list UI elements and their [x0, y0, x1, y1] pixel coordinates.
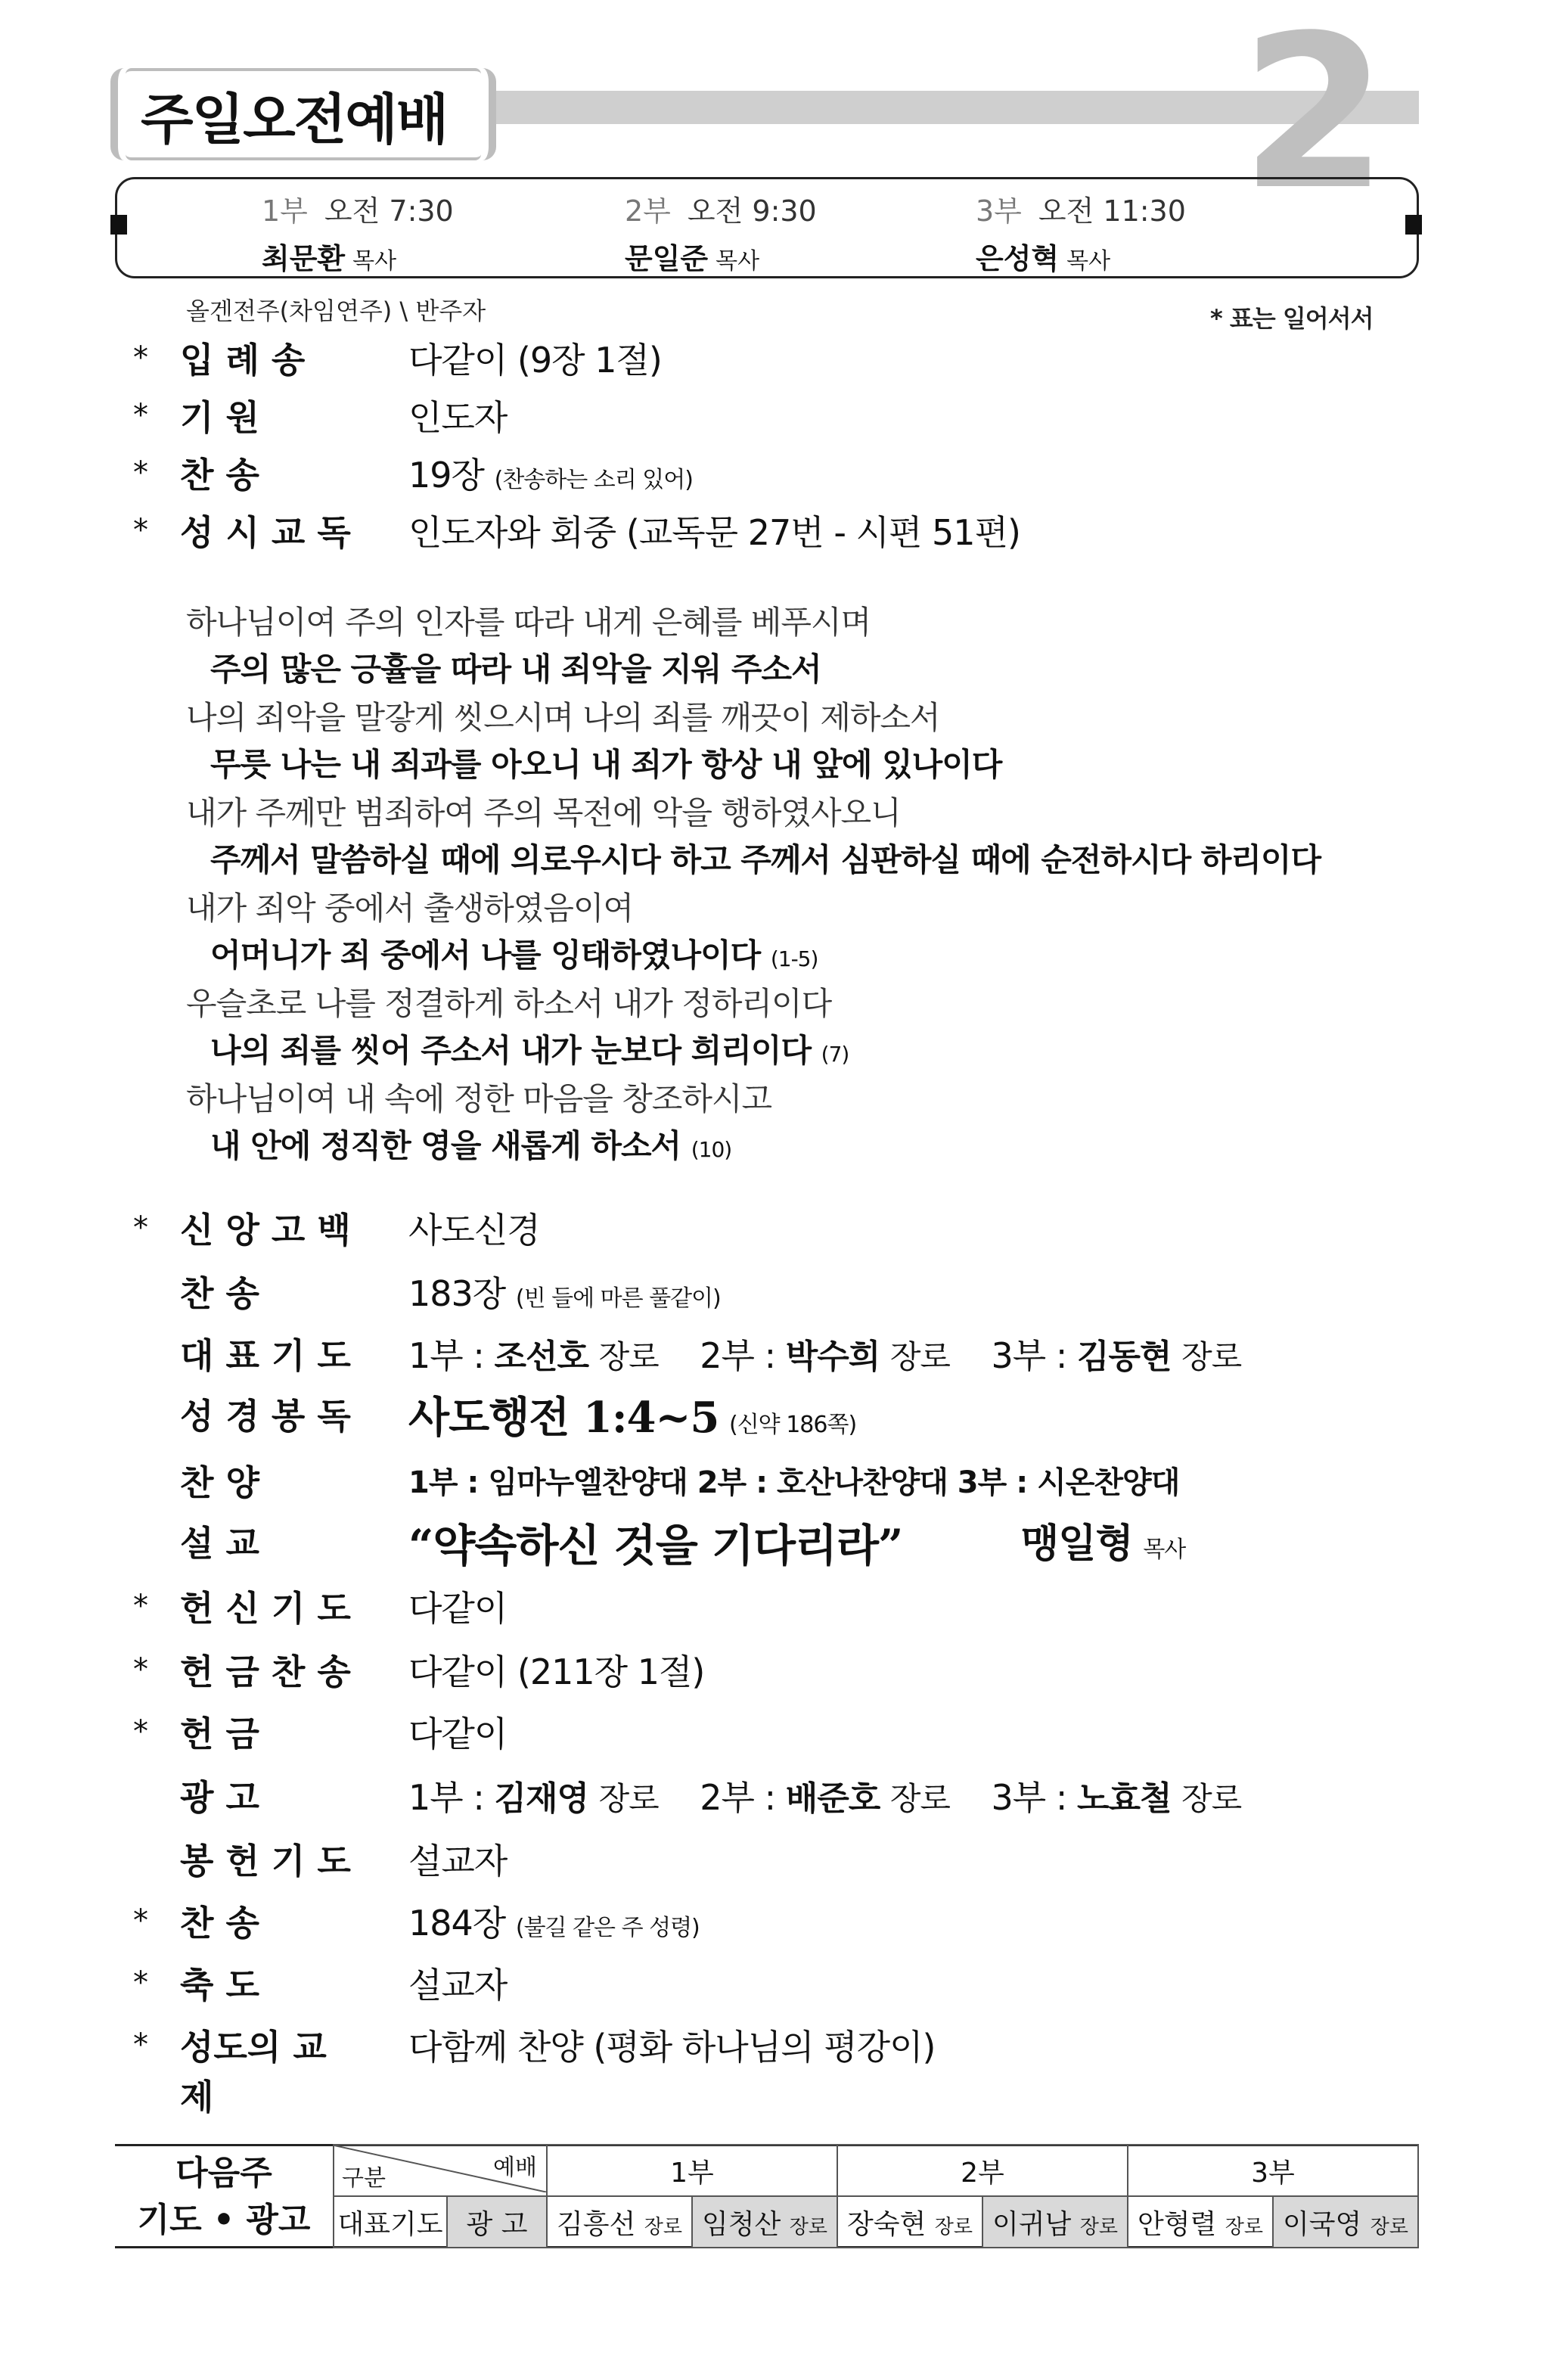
psalm-line: 우슬초로 나를 정결하게 하소서 내가 정하리이다	[186, 985, 832, 1022]
standing-note: * 표는 일어서서	[1210, 304, 1374, 333]
next-week-table	[333, 2144, 1419, 2248]
table-cell: 이귀남 장로	[982, 2196, 1128, 2248]
header-part-2: 2부	[837, 2145, 1128, 2196]
page-title: 주일오전예배	[141, 88, 448, 151]
row-label-announce: 광 고	[447, 2196, 547, 2248]
header-part-1: 1부	[547, 2145, 837, 2196]
box-marker-right	[1405, 215, 1422, 235]
table-cell: 이국영 장로	[1273, 2196, 1418, 2248]
table-corner-cell: 예배 구분	[334, 2145, 547, 2196]
table-cell: 장숙현 장로	[837, 2196, 982, 2248]
table-cell: 임청산 장로	[692, 2196, 837, 2248]
psalm-line: 하나님이여 내 속에 정한 마음을 창조하시고	[186, 1080, 772, 1117]
box-marker-left	[110, 215, 127, 235]
row-label-prayer: 대표기도	[334, 2196, 447, 2248]
page-number: 2	[1240, 0, 1388, 237]
service-2: 2부 오전 9:30 문일준 목사	[625, 194, 817, 275]
sermon-preacher: 맹일형 목사	[1021, 1521, 1186, 1567]
service-3: 3부 오전 11:30 은성혁 목사	[976, 194, 1186, 275]
psalm-line: 하나님이여 주의 인자를 따라 내게 은혜를 베푸시며	[186, 604, 871, 641]
table-cell: 김흥선 장로	[547, 2196, 692, 2248]
psalm-line-response: 내 안에 정직한 영을 새롭게 하소서 (10)	[210, 1127, 732, 1164]
sermon-title: “약속하신 것을 기다리라”	[408, 1520, 903, 1571]
header-part-3: 3부	[1128, 2145, 1418, 2196]
table-cell: 안형렬 장로	[1128, 2196, 1273, 2248]
psalm-line-response: 무릇 나는 내 죄과를 아오니 내 죄가 항상 내 앞에 있나이다	[210, 746, 1002, 783]
service-1: 1부 오전 7:30 최문환 목사	[262, 194, 454, 275]
organ-prelude: 올겐전주(차임연주) \ 반주자	[186, 297, 486, 325]
psalm-line-response: 나의 죄를 씻어 주소서 내가 눈보다 희리이다 (7)	[210, 1032, 849, 1069]
psalm-line-response: 주께서 말씀하실 때에 의로우시다 하고 주께서 심판하실 때에 순전하시다 하리이다	[210, 841, 1321, 878]
psalm-line: 내가 주께만 범죄하여 주의 목전에 악을 행하였사오니	[186, 794, 901, 831]
psalm-line: 내가 죄악 중에서 출생하였음이여	[186, 890, 634, 927]
psalm-line-response: 어머니가 죄 중에서 나를 잉태하였나이다 (1-5)	[210, 937, 818, 974]
psalm-line-response: 주의 많은 긍휼을 따라 내 죄악을 지워 주소서	[210, 651, 821, 688]
next-week-title: 다음주 기도 • 광고	[137, 2154, 311, 2239]
psalm-line: 나의 죄악을 말갛게 씻으시며 나의 죄를 깨끗이 제하소서	[186, 699, 940, 736]
